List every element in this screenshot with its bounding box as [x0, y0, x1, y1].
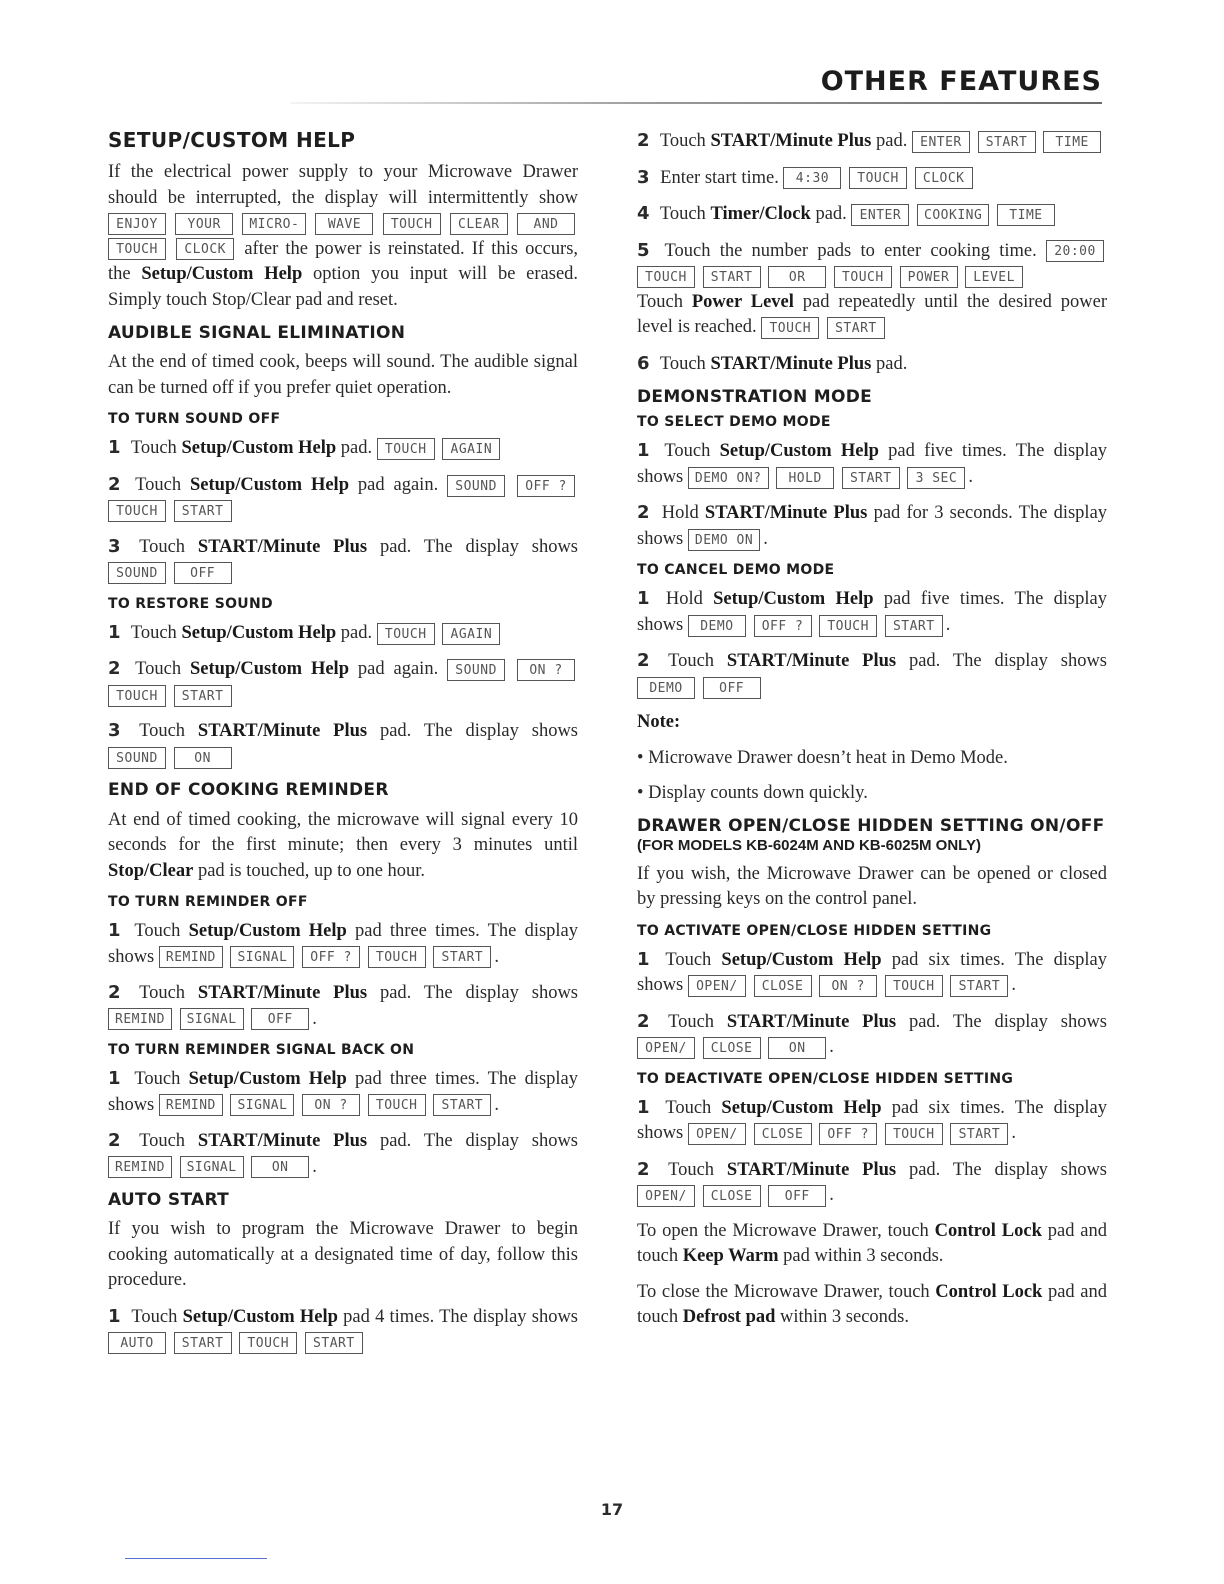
- reminder-off-title: TO TURN REMINDER OFF: [108, 894, 308, 910]
- auto-start-title: AUTO START: [108, 1190, 230, 1210]
- display-box: DEMO ON?: [688, 467, 769, 489]
- display-box: TOUCH: [885, 975, 943, 997]
- step-text: Touch: [637, 291, 683, 312]
- display-box: CLOSE: [703, 1185, 761, 1207]
- display-box: SIGNAL: [180, 1156, 244, 1178]
- step-number: 5: [637, 239, 650, 261]
- display-box: AGAIN: [442, 623, 500, 645]
- display-box: CLOCK: [176, 238, 234, 260]
- turn-sound-off-title: TO TURN SOUND OFF: [108, 411, 281, 428]
- drawer-paragraph: If you wish, the Microwave Drawer can be opened or closed by pressing keys on the control panel.: [637, 863, 1107, 910]
- step-text: Touch: [139, 1131, 186, 1151]
- step-off-2: [108, 472, 578, 524]
- step-text: pad. The display shows: [908, 1011, 1108, 1032]
- display-box: REMIND: [108, 1008, 172, 1030]
- display-box: START: [174, 500, 232, 522]
- display-box: 4:30: [783, 167, 841, 189]
- display-box: HOLD: [776, 467, 834, 489]
- display-box: START: [842, 467, 900, 489]
- reminder-text-1: At end of timed cooking, the microwave will signal every 10 seconds for the first minute; then every 3 minutes until: [108, 809, 578, 855]
- display-box: POWER: [900, 266, 958, 288]
- display-box: MICRO-: [242, 213, 306, 235]
- open-text: pad within 3 seconds.: [783, 1246, 944, 1267]
- step-rem-off-2: 2 Touch START/Minute Plus pad. The display shows REMIND SIGNAL OFF .: [108, 982, 579, 1029]
- restore-sound-title: TO RESTORE SOUND: [108, 595, 273, 612]
- display-box: OFF: [703, 677, 761, 699]
- display-box: TOUCH: [368, 946, 426, 968]
- display-box: TOUCH: [239, 1332, 297, 1354]
- display-box: 20:00: [1046, 240, 1104, 262]
- close-text: within 3 seconds.: [780, 1307, 910, 1328]
- display-box: START: [950, 1123, 1008, 1145]
- display-box: OFF ?: [754, 615, 812, 637]
- display-box: REMIND: [159, 1094, 223, 1116]
- step-auto-1: [108, 1304, 578, 1356]
- display-box: START: [827, 317, 885, 339]
- display-box: ON ?: [517, 659, 575, 681]
- cooking-reminder-title: END OF COOKING REMINDER: [108, 780, 389, 801]
- step-auto-6: [637, 351, 1107, 378]
- setup-text-3: option you input will be erased. Simply touch Stop/Clear pad and reset.: [108, 264, 579, 310]
- step-text: Touch: [665, 1097, 712, 1118]
- step-text: Touch: [665, 949, 712, 970]
- display-box: ENJOY: [108, 213, 166, 235]
- display-box: TOUCH: [108, 500, 166, 522]
- display-box: AUTO: [108, 1332, 166, 1354]
- step-text: Touch: [139, 983, 186, 1003]
- display-box: COOKING: [917, 204, 989, 226]
- step-text: pad three times. The display shows: [108, 921, 579, 967]
- open-text: pad and touch: [637, 1220, 1108, 1267]
- step-cancel-2: [637, 648, 1107, 700]
- pad-name: Keep Warm: [682, 1246, 779, 1267]
- display-box: OFF: [251, 1008, 309, 1030]
- step-activate-2: 2 Touch START/Minute Plus pad. The display shows OPEN/ CLOSE ON .: [637, 1010, 1108, 1058]
- display-box: OFF ?: [302, 946, 360, 968]
- display-box: ON: [174, 747, 232, 769]
- display-box: TOUCH: [108, 238, 166, 260]
- step-number: 3: [637, 166, 650, 188]
- pad-name: Setup/Custom Help: [182, 1306, 338, 1327]
- step-text: Touch: [134, 921, 181, 941]
- note-label: Note:: [637, 712, 681, 733]
- step-text: pad again.: [357, 474, 439, 495]
- display-box: TOUCH: [368, 1094, 426, 1116]
- display-box: SOUND: [108, 562, 166, 584]
- step-text: pad three times. The display shows: [108, 1069, 579, 1115]
- step-demo-1: 1 Touch Setup/Custom Help pad five times. The display shows DEMO ON? HOLD START 3 SEC .: [637, 440, 1108, 487]
- display-box: TOUCH: [108, 685, 166, 707]
- demonstration-mode-title: DEMONSTRATION MODE: [637, 387, 873, 407]
- display-box: SOUND: [447, 659, 505, 681]
- pad-name: Defrost pad: [682, 1307, 776, 1328]
- step-number: 2: [108, 1130, 121, 1151]
- display-box: TIME: [997, 204, 1055, 226]
- pad-name: START/Minute Plus: [704, 503, 868, 524]
- display-box: DEMO: [688, 615, 746, 637]
- close-text: To close the Microwave Drawer, touch: [637, 1281, 930, 1302]
- footer-line: [125, 1558, 267, 1559]
- drawer-hidden-setting-title: [637, 816, 1107, 856]
- step-text: Enter start time.: [660, 167, 779, 188]
- page-header: OTHER FEATURES: [820, 66, 1102, 97]
- display-box: TOUCH: [834, 266, 892, 288]
- step-text: Touch: [130, 438, 177, 459]
- pad-name: Setup/Custom Help: [190, 474, 349, 495]
- step-text: Touch: [668, 651, 715, 672]
- reminder-text-2: pad is touched, up to one hour.: [197, 860, 426, 881]
- deactivate-hidden-title: TO DEACTIVATE OPEN/CLOSE HIDDEN SETTING: [637, 1070, 1014, 1087]
- display-box: START: [950, 975, 1008, 997]
- pad-name: Setup/Custom Help: [181, 622, 337, 643]
- pad-name: Setup/Custom Help: [181, 438, 337, 459]
- step-text: Touch: [135, 474, 182, 495]
- step-number: 6: [637, 352, 650, 374]
- step-text: Touch: [131, 1306, 178, 1327]
- display-box: AND: [517, 213, 575, 235]
- display-box: DEMO: [637, 677, 695, 699]
- step-number: 1: [108, 1305, 121, 1327]
- display-box: ENTER: [851, 204, 909, 226]
- step-off-1: [108, 435, 578, 462]
- display-box: TOUCH: [377, 438, 435, 460]
- open-drawer-paragraph: [637, 1219, 1107, 1270]
- step-activate-1: 1 Touch Setup/Custom Help pad six times. The display shows OPEN/ CLOSE ON ? TOUCH START .: [637, 948, 1108, 996]
- step-number: 3: [108, 720, 121, 742]
- step-text: Touch: [139, 536, 186, 557]
- step-text: pad.: [875, 131, 908, 151]
- step-on-3: [108, 718, 578, 770]
- display-box: START: [174, 685, 232, 707]
- step-number: 1: [108, 920, 121, 941]
- display-box: DEMO ON: [688, 529, 760, 551]
- display-box: SOUND: [447, 475, 505, 497]
- display-box: SOUND: [108, 747, 166, 769]
- left-column: [108, 128, 578, 1366]
- step-text: pad.: [340, 622, 373, 643]
- display-box: REMIND: [159, 946, 223, 968]
- display-box: START: [885, 615, 943, 637]
- step-text: pad. The display shows: [379, 1131, 579, 1151]
- display-box: OFF: [768, 1185, 826, 1207]
- open-text: To open the Microwave Drawer, touch: [637, 1220, 929, 1241]
- display-box: OPEN/: [688, 975, 746, 997]
- step-text: Touch: [130, 622, 177, 643]
- step-number: 1: [108, 621, 121, 643]
- display-box: LEVEL: [965, 266, 1023, 288]
- step-auto-2: [637, 128, 1107, 155]
- pad-name: START/Minute Plus: [197, 1131, 368, 1151]
- pad-name: Power Level: [691, 291, 794, 312]
- note-title: [637, 710, 1107, 736]
- select-demo-title: TO SELECT DEMO MODE: [637, 414, 831, 431]
- step-number: 2: [637, 1158, 650, 1180]
- close-text: pad and touch: [637, 1281, 1107, 1328]
- close-drawer-paragraph: [637, 1280, 1107, 1331]
- step-number: 1: [637, 588, 650, 610]
- step-rem-on-2: 2 Touch START/Minute Plus pad. The display shows REMIND SIGNAL ON .: [108, 1130, 579, 1177]
- note-bullet: • Display counts down quickly.: [637, 782, 868, 803]
- step-auto-5: [637, 238, 1107, 341]
- step-text: Hold: [661, 503, 699, 524]
- step-text: pad six times. The display shows: [637, 949, 1108, 996]
- display-box: WAVE: [315, 213, 373, 235]
- step-text: pad. The display shows: [379, 983, 579, 1003]
- display-box: CLOSE: [703, 1037, 761, 1059]
- step-text: pad. The display shows: [908, 1159, 1108, 1180]
- display-box: TOUCH: [849, 167, 907, 189]
- step-text: pad. The display shows: [379, 536, 579, 557]
- step-number: 2: [637, 502, 650, 524]
- step-deactivate-1: 1 Touch Setup/Custom Help pad six times. The display shows OPEN/ CLOSE OFF ? TOUCH START .: [637, 1096, 1108, 1144]
- pad-name: Setup/Custom Help: [713, 589, 874, 610]
- step-number: 2: [637, 1010, 650, 1032]
- step-text: pad again.: [357, 659, 439, 680]
- display-box: SIGNAL: [230, 946, 294, 968]
- step-rem-off-1: 1 Touch Setup/Custom Help pad three times. The display shows REMIND SIGNAL OFF ? TOUCH START .: [108, 920, 579, 967]
- step-text: pad six times. The display shows: [637, 1097, 1108, 1144]
- step-text: Touch: [664, 441, 711, 462]
- reminder-on-title: TO TURN REMINDER SIGNAL BACK ON: [108, 1042, 415, 1058]
- step-text: pad repeatedly until the desired power level is reached.: [637, 291, 1108, 337]
- header-rule: [290, 102, 1102, 104]
- display-box: OPEN/: [688, 1123, 746, 1145]
- step-text: pad.: [815, 204, 847, 224]
- step-text: Touch: [139, 721, 186, 742]
- pad-name: Control Lock: [934, 1220, 1042, 1241]
- step-auto-3: [637, 165, 1107, 192]
- step-cancel-1: 1 Hold Setup/Custom Help pad five times. The display shows DEMO OFF ? TOUCH START .: [637, 588, 1108, 635]
- pad-name: Setup/Custom Help: [721, 949, 882, 970]
- setup-custom-help-title: SETUP/CUSTOM HELP: [108, 128, 356, 152]
- display-box: CLOSE: [754, 1123, 812, 1145]
- step-number: 2: [637, 130, 650, 151]
- display-box: OFF ?: [819, 1123, 877, 1145]
- display-box: ON: [768, 1037, 826, 1059]
- step-text: Touch: [668, 1159, 715, 1180]
- step-number: 1: [637, 948, 650, 970]
- pad-name: Setup/Custom Help: [190, 659, 349, 680]
- setup-text-2: after the power is reinstated. If this occurs, the: [108, 238, 579, 284]
- step-text: Touch: [668, 1011, 715, 1032]
- pad-name: Setup/Custom Help: [188, 1069, 347, 1089]
- display-box: CLEAR: [450, 213, 508, 235]
- step-number: 1: [637, 440, 650, 462]
- setup-pad-name: Setup/Custom Help: [141, 264, 303, 284]
- display-box: START: [978, 131, 1036, 153]
- activate-hidden-title: TO ACTIVATE OPEN/CLOSE HIDDEN SETTING: [637, 922, 992, 939]
- pad-name: Setup/Custom Help: [188, 921, 347, 941]
- pad-name: START/Minute Plus: [710, 353, 872, 374]
- step-text: pad.: [340, 438, 373, 459]
- display-box: TOUCH: [761, 317, 819, 339]
- display-box: OPEN/: [637, 1185, 695, 1207]
- step-text: Touch: [659, 204, 706, 224]
- pad-name: Stop/Clear: [108, 860, 194, 881]
- pad-name: START/Minute Plus: [710, 131, 872, 151]
- display-box: TOUCH: [885, 1123, 943, 1145]
- display-box: TOUCH: [377, 623, 435, 645]
- step-number: 2: [108, 982, 121, 1003]
- display-box: OPEN/: [637, 1037, 695, 1059]
- step-auto-4: [637, 201, 1107, 228]
- display-box: CLOSE: [754, 975, 812, 997]
- step-number: 2: [637, 650, 650, 672]
- pad-name: START/Minute Plus: [726, 1159, 897, 1180]
- step-text: Touch: [659, 353, 706, 374]
- step-demo-2: 2 Hold START/Minute Plus pad for 3 seconds. The display shows DEMO ON .: [637, 502, 1108, 549]
- display-box: ENTER: [912, 131, 970, 153]
- step-number: 1: [108, 437, 121, 459]
- step-on-2: [108, 656, 578, 708]
- pad-name: START/Minute Plus: [197, 721, 368, 742]
- step-text: Touch: [135, 659, 182, 680]
- pad-name: START/Minute Plus: [726, 1011, 897, 1032]
- note-bullet: • Microwave Drawer doesn’t heat in Demo Mode.: [637, 747, 1008, 768]
- step-number: 4: [637, 203, 650, 224]
- display-box: TOUCH: [383, 213, 441, 235]
- pad-name: START/Minute Plus: [197, 536, 368, 557]
- step-text: pad five times. The display shows: [637, 589, 1108, 635]
- step-text: pad five times. The display shows: [637, 441, 1108, 487]
- cancel-demo-title: TO CANCEL DEMO MODE: [637, 562, 835, 579]
- setup-text-1: If the electrical power supply to your Microwave Drawer should be interrupted, the display will intermittently show: [108, 162, 578, 208]
- display-box: ON ?: [819, 975, 877, 997]
- display-box: OFF ?: [517, 475, 575, 497]
- step-text: pad. The display shows: [908, 651, 1108, 672]
- drawer-models-note: (FOR MODELS KB-6024M AND KB-6025M ONLY): [637, 837, 981, 854]
- display-box: AGAIN: [442, 438, 500, 460]
- step-text: Touch: [134, 1069, 181, 1089]
- display-box: ON ?: [302, 1094, 360, 1116]
- setup-paragraph: [108, 160, 578, 313]
- display-box: 3 SEC: [907, 467, 965, 489]
- step-number: 1: [108, 1068, 121, 1089]
- audible-signal-title: AUDIBLE SIGNAL ELIMINATION: [108, 323, 406, 343]
- pad-name: START/Minute Plus: [197, 983, 368, 1003]
- step-number: 3: [108, 535, 121, 557]
- display-box: TOUCH: [637, 266, 695, 288]
- pad-name: Setup/Custom Help: [719, 441, 879, 462]
- pad-name: Timer/Clock: [710, 204, 811, 224]
- display-box: START: [174, 1332, 232, 1354]
- step-on-1: [108, 620, 578, 647]
- step-deactivate-2: 2 Touch START/Minute Plus pad. The display shows OPEN/ CLOSE OFF .: [637, 1158, 1108, 1206]
- display-box: START: [433, 1094, 491, 1116]
- auto-start-paragraph: If you wish to program the Microwave Drawer to begin cooking automatically at a designated time of day, follow this procedure.: [108, 1219, 578, 1291]
- pad-name: START/Minute Plus: [726, 651, 897, 672]
- step-text: Touch the number pads to enter cooking time.: [664, 240, 1037, 261]
- page-number: 17: [600, 1500, 624, 1519]
- display-box: OFF: [174, 562, 232, 584]
- step-text: pad.: [875, 353, 908, 374]
- display-box: START: [703, 266, 761, 288]
- step-text: pad. The display shows: [379, 721, 579, 742]
- step-text: Touch: [659, 131, 706, 151]
- display-box: TIME: [1043, 131, 1101, 153]
- step-text: pad 4 times. The display shows: [343, 1306, 579, 1327]
- display-box: SIGNAL: [180, 1008, 244, 1030]
- step-number: 2: [108, 473, 121, 495]
- step-text: Hold: [665, 589, 703, 610]
- step-rem-on-1: 1 Touch Setup/Custom Help pad three times. The display shows REMIND SIGNAL ON ? TOUCH START .: [108, 1068, 579, 1115]
- display-box: REMIND: [108, 1156, 172, 1178]
- step-text: pad for 3 seconds. The display shows: [637, 503, 1108, 549]
- display-box: ON: [251, 1156, 309, 1178]
- pad-name: Control Lock: [935, 1281, 1043, 1302]
- right-column: [637, 128, 1107, 1341]
- pad-name: Setup/Custom Help: [721, 1097, 882, 1118]
- step-number: 1: [637, 1096, 650, 1118]
- display-box: OR: [768, 266, 826, 288]
- display-box: YOUR: [175, 213, 233, 235]
- display-box: START: [305, 1332, 363, 1354]
- audible-paragraph: At the end of timed cook, beeps will sound. The audible signal can be turned off if you prefer quiet operation.: [108, 352, 578, 398]
- drawer-title-text: DRAWER OPEN/CLOSE HIDDEN SETTING ON/OFF: [637, 815, 1105, 836]
- display-box: SIGNAL: [230, 1094, 294, 1116]
- step-number: 2: [108, 658, 121, 680]
- display-box: TOUCH: [819, 615, 877, 637]
- step-off-3: [108, 534, 578, 586]
- reminder-paragraph: [108, 808, 578, 885]
- display-box: START: [433, 946, 491, 968]
- display-box: CLOCK: [915, 167, 973, 189]
